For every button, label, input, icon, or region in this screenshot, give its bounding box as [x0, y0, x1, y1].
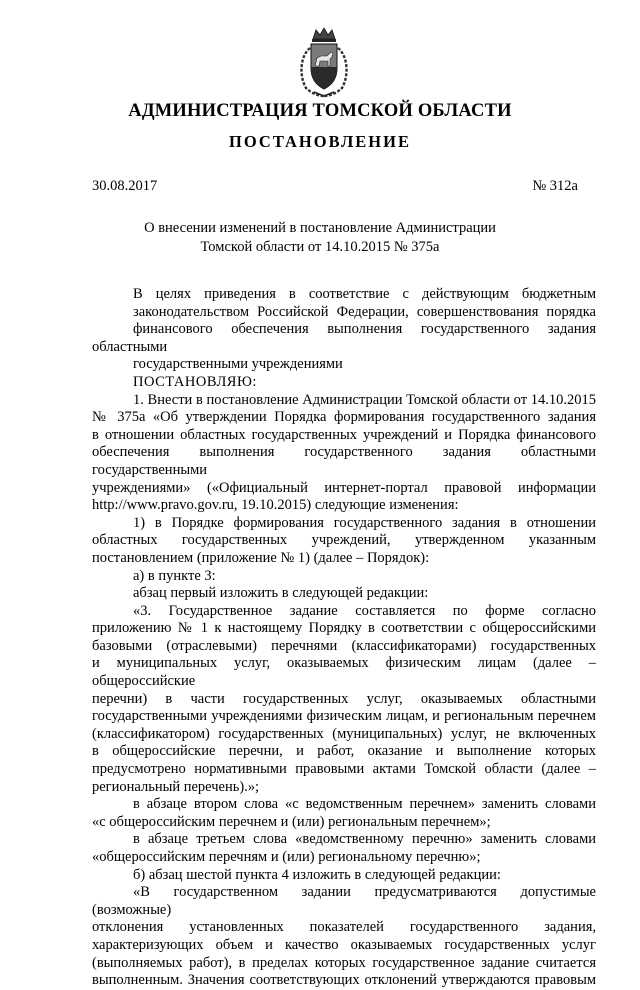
- document-number: № 312а: [532, 178, 578, 194]
- preamble-paragraph: В целях приведения в соответствие с действующим бюджетным законодательством Российской Федерации, совершенствования порядка финансового обеспечения выполнения государственного задания областными государственными учреждениями: [92, 286, 596, 373]
- point-a-paragraph: а) в пункте 3:: [133, 567, 216, 584]
- document-subject: [0, 219, 640, 257]
- resolve-heading: ПОСТАНОВЛЯЮ:: [133, 373, 257, 390]
- paragraph-2-change: в абзаце втором слова «с ведомственным перечнем» заменить словами «с общероссийским перечнем и (или) региональным перечнем»;: [92, 796, 596, 830]
- document-type: ПОСТАНОВЛЕНИЕ: [229, 132, 411, 151]
- organization-name: АДМИНИСТРАЦИЯ ТОМСКОЙ ОБЛАСТИ: [128, 101, 512, 121]
- paragraph-1-intro: абзац первый изложить в следующей редакции:: [133, 585, 429, 602]
- paragraph-3-change: в абзаце третьем слова «ведомственному перечню» заменить словами «общероссийским перечням и (или) региональному перечню»;: [92, 831, 596, 865]
- document-date: 30.08.2017: [92, 178, 158, 194]
- tomsk-coat-of-arms-icon: [296, 26, 352, 98]
- quoted-point-3: «3. Государственное задание составляется по форме согласно приложению № 1 к настоящему Порядку в соответствии с общероссийскими базовыми (отраслевыми) перечнями (классификаторами) государственных и муниципальных услуг, оказываемых физическим лицам (далее – общероссийские перечни) в части государственных услуг, оказываемых областными государственными учреждениями физическим лицам, и региональным перечнем (классификатором) государственных (муниципальных) услуг, не включенных в общероссийские перечни, и работ, оказание и выполнение которых предусмотрено нормативными правовыми актами Томской области (далее – региональный перечень).»;: [92, 602, 596, 795]
- point-b-paragraph: б) абзац шестой пункта 4 изложить в следующей редакции:: [133, 866, 501, 883]
- subject-line: Томской области от 14.10.2015 № 375а: [200, 239, 440, 255]
- item-1-paragraph: 1. Внести в постановление Администрации Томской области от 14.10.2015 № 375а «Об утверждении Порядка формирования государственного задания в отношении областных государственных учреждений и Порядка финансового обеспечения выполнения государственного задания областными государственными учреждениями» («Официальный интернет-портал правовой информации http://www.pravo.gov.ru, 19.10.2015) следующие изменения:: [92, 391, 596, 514]
- document-body: [92, 286, 596, 990]
- subject-line: О внесении изменений в постановление Администрации: [144, 220, 496, 236]
- subitem-1-paragraph: 1) в Порядке формирования государственного задания в отношении областных государственных учреждений, утвержденном указанным постановлением (приложение № 1) (далее – Порядок):: [92, 514, 596, 566]
- quoted-point-4: «В государственном задании предусматриваются допустимые (возможные) отклонения установленных показателей государственного задания, характеризующих объем и качество оказываемых государственных услуг (выполняемых работ), в пределах которых государственное задание считается выполненным. Значения соответствующих отклонений утверждаются правовым: [92, 884, 596, 989]
